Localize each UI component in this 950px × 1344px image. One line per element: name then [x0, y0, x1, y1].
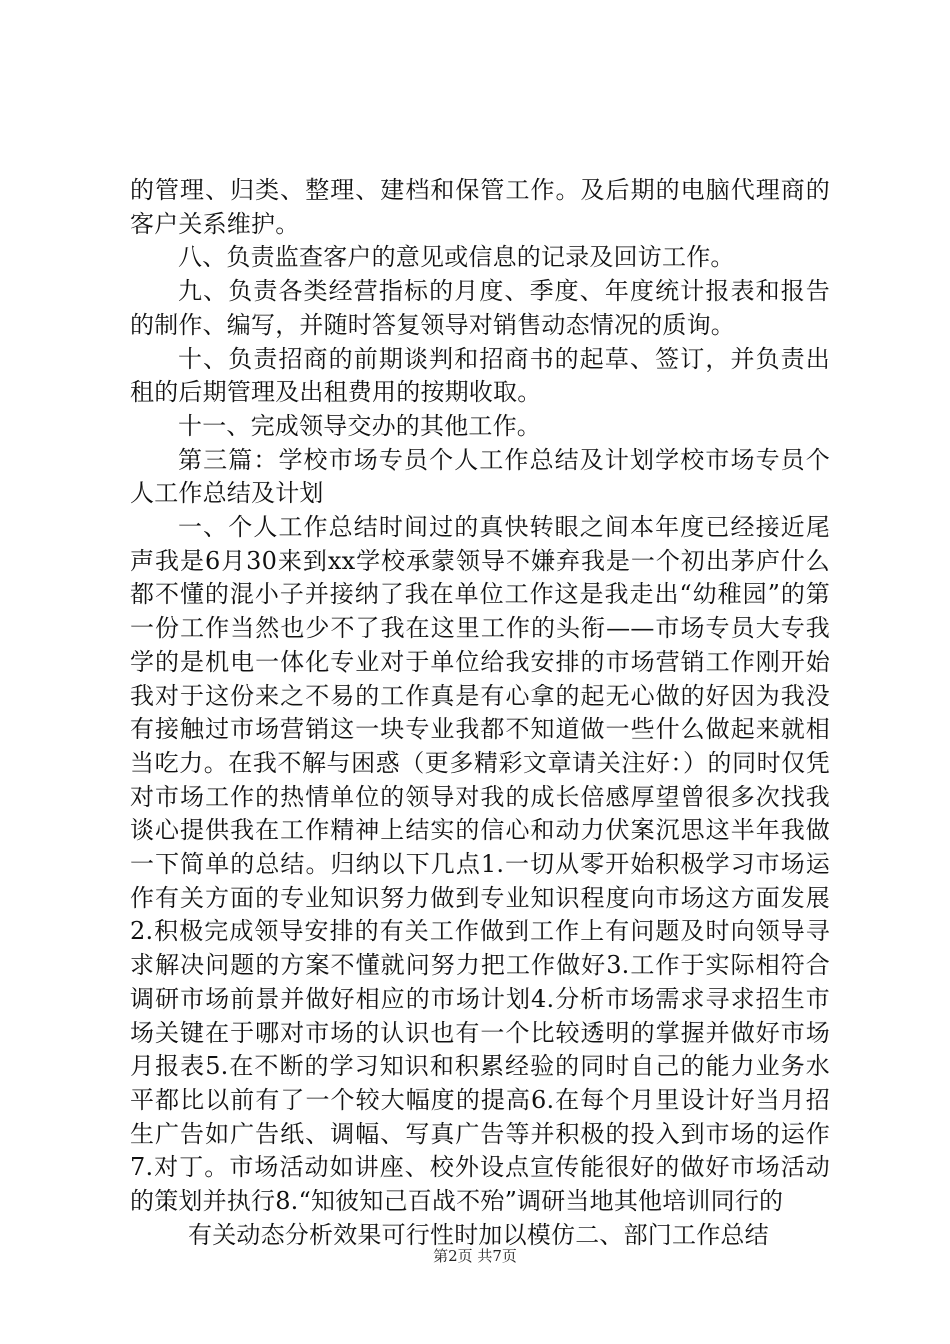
- section-heading: 第三篇：学校市场专员个人工作总结及计划学校市场专员个人工作总结及计划: [130, 445, 830, 508]
- document-body: [130, 174, 830, 1253]
- paragraph-summary: 一、个人工作总结时间过的真快转眼之间本年度已经接近尾声我是6月30来到xx学校承蒙领导不嫌弃我是一个初出茅庐什么都不懂的混小子并接纳了我在单位工作这是我走出“幼稚园”的第一份工作当然也少不了我在这里工作的头衔——市场专员大专我学的是机电一体化专业对于单位给我安排的市场营销工作刚开始我对于这份来之不易的工作真是有心拿的起无心做的好因为我没有接触过市场营销这一块专业我都不知道做一些什么做起来就相当吃力。在我不解与困惑（更多精彩文章请关注好：）的同时仅凭对市场工作的热情单位的领导对我的成长倍感厚望曾很多次找我谈心提供我在工作精神上结实的信心和动力伏案沉思这半年我做一下简单的总结。归纳以下几点1.一切从零开始积极学习市场运作有关方面的专业知识努力做到专业知识程度向市场这方面发展2.积极完成领导安排的有关工作做到工作上有问题及时向领导寻求解决问题的方案不懂就问努力把工作做好3.工作于实际相符合调研市场前景并做好相应的市场计划4.分析市场需求寻求招生市场关键在于哪对市场的认识也有一个比较透明的掌握并做好市场月报表5.在不断的学习知识和积累经验的同时自己的能力业务水平都比以前有了一个较大幅度的提高6.在每个月里设计好当月招生广告如广告纸、调幅、写真广告等并积极的投入到市场的运作7.对丁。市场活动如讲座、校外设点宣传能很好的做好市场活动的策划并执行8.“知彼知己百战不殆”调研当地其他培训同行的: [130, 513, 830, 1216]
- paragraph-item-9: 九、负责各类经营指标的月度、季度、年度统计报表和报告的制作、编写，并随时答复领导对销售动态情况的质询。: [130, 277, 830, 339]
- paragraph-item-10: 十、负责招商的前期谈判和招商书的起草、签订，并负责出租的后期管理及出租费用的按期收取。: [130, 344, 830, 407]
- paragraph-item-8: 八、负责监查客户的意见或信息的记录及回访工作。: [178, 243, 735, 272]
- page-number: 第2页 共7页: [433, 1247, 517, 1265]
- paragraph-continued: 的管理、归类、整理、建档和保管工作。及后期的电脑代理商的客户关系维护。: [130, 176, 830, 238]
- paragraph-item-11: 十一、完成领导交办的其他工作。: [178, 411, 541, 440]
- paragraph-final-line: 有关动态分析效果可行性时加以模仿二、部门工作总结: [188, 1220, 769, 1249]
